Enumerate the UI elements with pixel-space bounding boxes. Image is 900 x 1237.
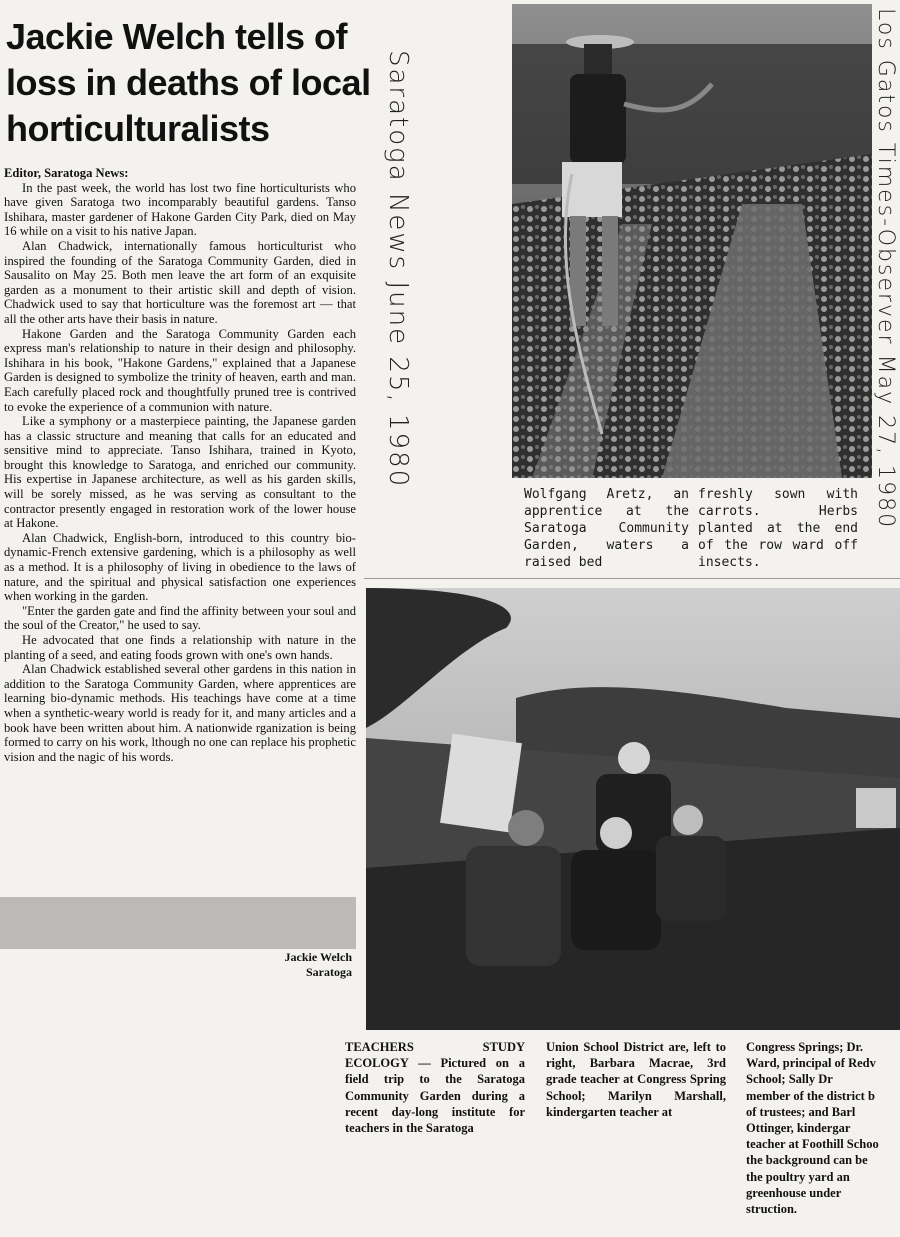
caption-line: Ward, principal of Redv (746, 1056, 876, 1071)
caption-line: Congress Springs; Dr. (746, 1040, 864, 1054)
handwritten-source-note: Los Gatos Times-Observer May 27, 1980 (873, 8, 898, 530)
paragraph: Alan Chadwick established several other gardens in this nation in addition to the Saratoga Community Garden, where apprentices are learning bio-dynamic methods. His teachings have come at a time when a synthetic-weary world is ready for it, and many articles and a book have been written about him. A nationwide rganization is being formed to carry on his work, lthough no one can replace his prophetic vision and the nagic of his words. (4, 662, 356, 764)
caption-line: the background can be (746, 1153, 868, 1168)
handwritten-source-note: Saratoga News June 25, 1980 (383, 50, 413, 489)
divider (364, 578, 900, 579)
caption-line: School; Sally Dr (746, 1072, 833, 1087)
headline: Jackie Welch tells of loss in deaths of local horticulturalists (6, 16, 371, 149)
signature-name: Jackie Welch (284, 950, 352, 964)
caption-line: member of the district b (746, 1088, 875, 1103)
caption-line: the poultry yard an (746, 1169, 850, 1184)
photo-teachers-in-garden (366, 588, 900, 1030)
signature-place: Saratoga (306, 965, 352, 979)
paragraph: Like a symphony or a masterpiece painting, the Japanese garden has a classic structure and meaning that calls for an educated and sensitive mind to appreciate. Tanso Ishihara, trained in Kyoto, brought this knowledge to Saratoga, and enriched our community. His expertise in Japanese architecture, as well as his garden skills, will be sorely missed, as he was serving as consultant to the contractor presently engaged in restoration work of the lower house at Hakone. (4, 414, 356, 531)
photo-caption: Union School District are, left to right, Barbara Macrae, 3rd grade teacher at Congress Spring School; Marilyn Marshall, kindergarten teacher at (546, 1040, 726, 1119)
paragraph: Alan Chadwick, English-born, introduced to this country bio-dynamic-French extensive gardening, which is a philosophy as well as a method. It is a philosophy of living in obedience to the laws of nature, and the spiritual and physical satisfaction one experiences when working in the garden. (4, 530, 356, 604)
photo-teachers-image (366, 588, 900, 1030)
photo-gardener-watering (512, 4, 872, 478)
signature-block (285, 950, 352, 980)
caption-line: Ottinger, kindergar (746, 1121, 851, 1136)
photo-caption-cropped (746, 1039, 900, 1217)
photocopy-shadow (0, 897, 356, 949)
photo-gardener-watering-image (512, 4, 872, 478)
caption-line: of trustees; and Barl (746, 1104, 856, 1119)
caption-line: struction. (746, 1202, 798, 1217)
letter-body (4, 166, 356, 764)
salutation: Editor, Saratoga News: (4, 166, 129, 180)
paragraph: In the past week, the world has lost two fine horticulturists who have given Saratoga two incomparably beautiful gardens. Tanso Ishihara, master gardener of Hakone Garden City Park, died on May 16 while on a visit to his native Japan. (4, 180, 356, 239)
caption-line: greenhouse under (746, 1185, 842, 1200)
paragraph: He advocated that one finds a relationship with nature in the planting of a seed, and eating foods grown with one's own hands. (4, 633, 356, 662)
photo-caption: TEACHERS STUDY ECOLOGY — Pictured on a field trip to the Saratoga Community Garden during a recent day-long institute for teachers in the Saratoga (345, 1040, 525, 1136)
paragraph: Alan Chadwick, internationally famous horticulturist who inspired the founding of the Saratoga Community Garden, died in Sausalito on May 25. Both men leave the art form of an exquisite garden as a monument to their artistic skill and depth of vision. Chadwick used to say that horticulture was the foremost art — that all the other arts have their basis in nature. (4, 238, 356, 326)
paragraph: Hakone Garden and the Saratoga Community Garden each express man's relationship to nature in their design and philosophy. Ishihara in his book, "Hakone Gardens," explained that a Japanese Garden is designed to symbolize the trinity of heaven, earth and man. Each carefully placed rock and thoughtfully pruned tree is contrived to evoke the experience of a communion with nature. (4, 326, 356, 414)
photo-caption: freshly sown with carrots. Herbs planted at the end of the row ward off insects. (698, 487, 858, 570)
caption-line: teacher at Foothill Schoo (746, 1137, 879, 1152)
photo-caption: Wolfgang Aretz, an apprentice at the Saratoga Community Garden, waters a raised bed (524, 487, 689, 570)
paragraph: "Enter the garden gate and find the affinity between your soul and the soul of the Creator," he used to say. (4, 603, 356, 633)
